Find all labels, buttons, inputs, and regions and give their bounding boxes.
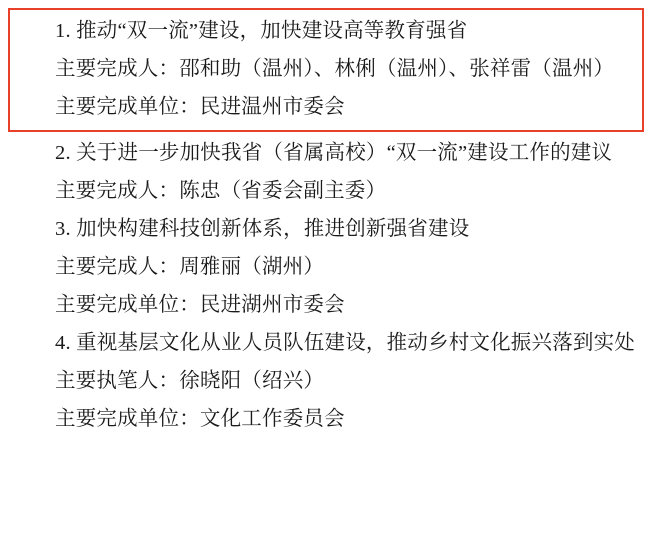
entry-title-line: 1. 推动“双一流”建设，加快建设高等教育强省: [55, 20, 468, 42]
entry-list: [14, 134, 638, 438]
entry-organization-line: 主要完成单位：民进温州市委会: [55, 96, 345, 118]
entry-author-line: 主要执笔人：徐晓阳（绍兴）: [55, 370, 325, 392]
entry-title-line: 2. 关于进一步加快我省（省属高校）“双一流”建设工作的建议: [55, 142, 613, 164]
entry-contributors-line: 主要完成人：邵和助（温州）、林俐（温州）、张祥雷（温州）: [55, 58, 615, 80]
entry-3: [14, 210, 638, 324]
entry-4: [14, 324, 638, 438]
entry-contributors-line: 主要完成人：陈忠（省委会副主委）: [55, 180, 387, 202]
entry-title-line: 4. 重视基层文化从业人员队伍建设，推动乡村文化振兴落到实处: [55, 332, 635, 354]
entry-organization-line: 主要完成单位：民进湖州市委会: [55, 294, 345, 316]
entry-contributors-line: 主要完成人：周雅丽（湖州）: [55, 256, 325, 278]
highlighted-entry-box: [8, 8, 644, 132]
entry-organization-line: 主要完成单位：文化工作委员会: [55, 408, 345, 430]
entry-2: [14, 134, 638, 210]
entry-title-line: 3. 加快构建科技创新体系，推进创新强省建设: [55, 218, 470, 240]
